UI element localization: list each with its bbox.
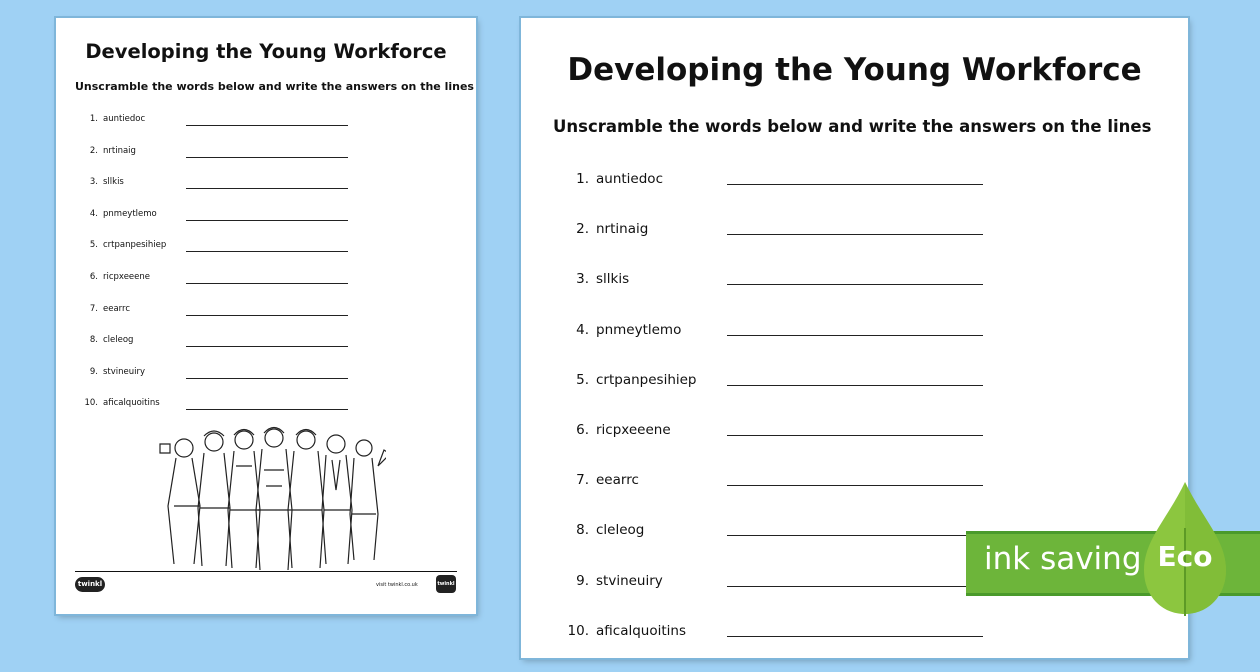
- list-item: [521, 270, 1188, 320]
- list-item: [56, 366, 476, 398]
- item-number: 4.: [576, 321, 589, 338]
- item-number: 5.: [89, 240, 98, 251]
- scrambled-word: pnmeytlemo: [596, 321, 682, 338]
- scrambled-word: sllkis: [103, 177, 124, 188]
- worksheet-preview-small: [56, 18, 476, 614]
- worksheet-title-small: Developing the Young Workforce: [85, 40, 447, 63]
- answer-line: [186, 378, 348, 379]
- scrambled-word: stvineuiry: [596, 572, 663, 589]
- item-number: 5.: [576, 371, 589, 388]
- scrambled-word: aficalquoitins: [596, 622, 686, 639]
- list-item: [521, 170, 1188, 220]
- item-number: 9.: [576, 572, 589, 589]
- scrambled-word: cleleog: [103, 335, 134, 346]
- footer-rule: [75, 571, 457, 572]
- scrambled-word: pnmeytlemo: [103, 208, 157, 219]
- list-item: [56, 176, 476, 208]
- answer-line: [727, 335, 983, 336]
- answer-line: [186, 346, 348, 347]
- scrambled-word: nrtinaig: [103, 145, 136, 156]
- worksheet-title-large: Developing the Young Workforce: [567, 52, 1142, 88]
- item-number: 3.: [576, 271, 589, 288]
- scrambled-word: nrtinaig: [596, 221, 649, 238]
- answer-line: [186, 251, 348, 252]
- list-item: [56, 303, 476, 335]
- scrambled-word: auntiedoc: [103, 114, 146, 124]
- twinkl-badge-logo: twinkl: [436, 575, 456, 593]
- list-item: [56, 145, 476, 177]
- answer-line: [186, 315, 348, 316]
- scrambled-word: stvineuiry: [103, 366, 146, 377]
- answer-line: [727, 184, 983, 185]
- item-number: 3.: [89, 177, 98, 188]
- answer-line: [727, 586, 983, 587]
- answer-line: [186, 188, 348, 189]
- answer-line: [186, 409, 348, 410]
- answer-line: [186, 220, 348, 221]
- item-number: 8.: [89, 335, 98, 346]
- list-item: [56, 239, 476, 271]
- answer-line: [727, 636, 983, 637]
- item-number: 9.: [89, 366, 98, 377]
- scrambled-word: sllkis: [596, 271, 630, 288]
- ink-saving-label: ink saving: [984, 541, 1142, 577]
- scrambled-word: eearrc: [596, 472, 639, 489]
- scrambled-word: crtpanpesihiep: [103, 240, 167, 251]
- item-number: 7.: [89, 303, 98, 314]
- item-number: 2.: [89, 145, 98, 156]
- scrambled-word: crtpanpesihiep: [596, 371, 697, 388]
- list-item: [56, 397, 476, 429]
- scrambled-word: ricpxeeene: [596, 421, 671, 438]
- word-list-large: [521, 170, 1188, 672]
- item-number: 1.: [576, 171, 589, 187]
- list-item: [521, 421, 1188, 471]
- word-list-small: [56, 113, 476, 429]
- answer-line: [186, 283, 348, 284]
- answer-line: [727, 284, 983, 285]
- item-number: 10.: [84, 398, 98, 409]
- item-number: 6.: [576, 421, 589, 438]
- item-number: 6.: [89, 271, 98, 282]
- list-item: [521, 371, 1188, 421]
- list-item: [521, 220, 1188, 270]
- answer-line: [727, 485, 983, 486]
- scrambled-word: cleleog: [596, 522, 645, 539]
- scrambled-word: ricpxeeene: [103, 271, 150, 282]
- list-item: [521, 321, 1188, 371]
- answer-line: [186, 125, 348, 126]
- item-number: 1.: [89, 114, 98, 124]
- worksheet-instructions-small: Unscramble the words below and write the answers on the lines: [75, 80, 474, 93]
- twinkl-logo: twinkl: [75, 577, 105, 592]
- answer-line: [727, 535, 983, 536]
- item-number: 10.: [567, 622, 589, 639]
- scrambled-word: auntiedoc: [596, 171, 663, 187]
- list-item: [521, 622, 1188, 672]
- footer-url: visit twinkl.co.uk: [376, 582, 418, 588]
- answer-line: [727, 234, 983, 235]
- item-number: 2.: [576, 221, 589, 238]
- item-number: 7.: [576, 472, 589, 489]
- list-item: [56, 334, 476, 366]
- worksheet-instructions-large: Unscramble the words below and write the answers on the lines: [553, 117, 1152, 136]
- answer-line: [186, 157, 348, 158]
- list-item: [56, 208, 476, 240]
- scrambled-word: eearrc: [103, 303, 130, 314]
- item-number: 8.: [576, 522, 589, 539]
- answer-line: [727, 435, 983, 436]
- scrambled-word: aficalquoitins: [103, 398, 160, 409]
- eco-label: Eco: [1157, 540, 1213, 573]
- answer-line: [727, 385, 983, 386]
- list-item: [56, 113, 476, 145]
- item-number: 4.: [89, 208, 98, 219]
- list-item: [521, 471, 1188, 521]
- list-item: [56, 271, 476, 303]
- workers-illustration: [156, 426, 386, 574]
